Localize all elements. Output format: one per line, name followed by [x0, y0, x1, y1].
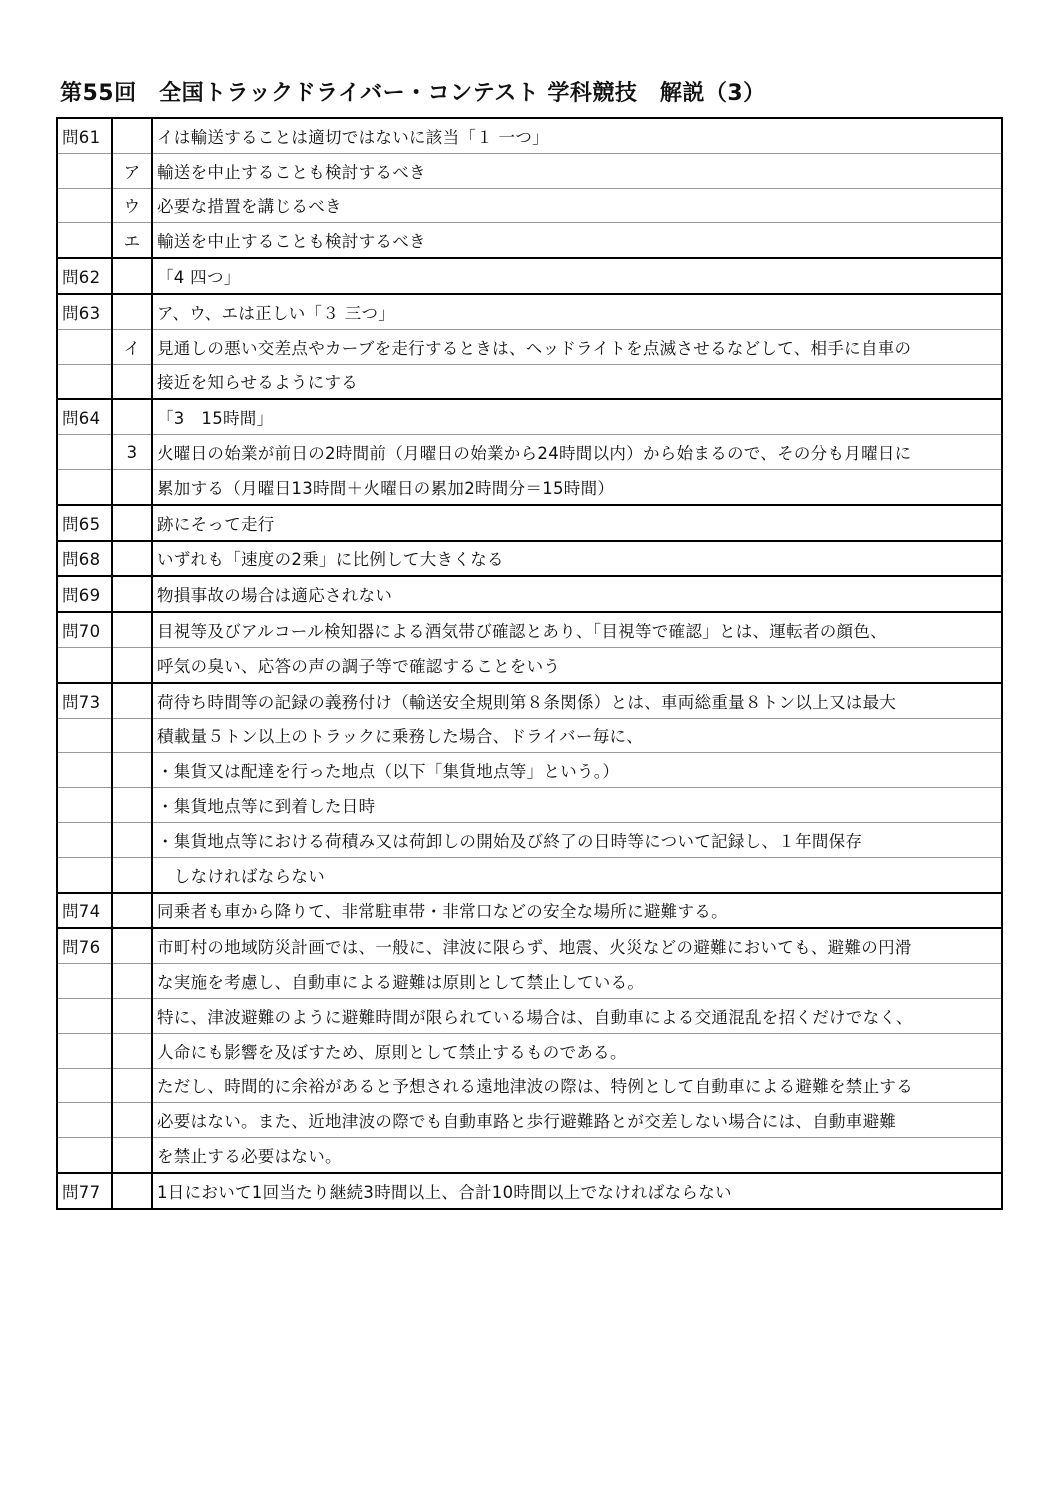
explanation-text-cell: いずれも「速度の2乗」に比例して大きくなる — [152, 541, 1002, 577]
table-row — [57, 435, 1002, 470]
question-number-cell — [57, 788, 112, 823]
explanation-text-cell: ・集貨又は配達を行った地点（以下「集貨地点等」という。） — [152, 753, 1002, 788]
question-number-cell — [57, 1103, 112, 1138]
table-row — [57, 893, 1002, 929]
question-number-cell: 問69 — [57, 576, 112, 612]
table-row — [57, 399, 1002, 434]
table-row — [57, 576, 1002, 612]
explanation-text-cell: 累加する（月曜日13時間＋火曜日の累加2時間分＝15時間） — [152, 469, 1002, 504]
explanation-text-cell: 積載量５トン以上のトラックに乗務した場合、ドライバー毎に、 — [152, 718, 1002, 753]
sub-item-cell — [112, 788, 152, 823]
table-row — [57, 294, 1002, 329]
question-number-cell — [57, 329, 112, 364]
explanation-text-cell: 同乗者も車から降りて、非常駐車帯・非常口などの安全な場所に避難する。 — [152, 893, 1002, 929]
explanation-text-cell: 「3 15時間」 — [152, 399, 1002, 434]
question-number-cell: 問73 — [57, 683, 112, 718]
sub-item-cell: イ — [112, 329, 152, 364]
sub-item-cell: 3 — [112, 435, 152, 470]
explanation-text-cell: 目視等及びアルコール検知器による酒気帯び確認とあり、「目視等で確認」とは、運転者の顔色、 — [152, 612, 1002, 647]
question-number-cell — [57, 153, 112, 188]
sub-item-cell — [112, 683, 152, 718]
table-row — [57, 329, 1002, 364]
explanation-text-cell: ア、ウ、エは正しい「３ 三つ」 — [152, 294, 1002, 329]
explanation-text-cell: ・集貨地点等に到着した日時 — [152, 788, 1002, 823]
question-number-cell — [57, 822, 112, 857]
sub-item-cell: ウ — [112, 188, 152, 223]
table-row — [57, 1103, 1002, 1138]
table-row — [57, 612, 1002, 647]
question-number-cell — [57, 647, 112, 682]
question-number-cell: 問61 — [57, 118, 112, 153]
sub-item-cell — [112, 893, 152, 929]
explanation-text-cell: な実施を考慮し、自動車による避難は原則として禁止している。 — [152, 964, 1002, 999]
question-number-cell: 問77 — [57, 1173, 112, 1209]
table-row — [57, 928, 1002, 963]
table-row — [57, 541, 1002, 577]
sub-item-cell — [112, 1173, 152, 1209]
question-number-cell — [57, 753, 112, 788]
explanation-text-cell: ただし、時間的に余裕があると予想される遠地津波の際は、特例として自動車による避難を禁止する — [152, 1068, 1002, 1103]
question-number-cell: 問76 — [57, 928, 112, 963]
explanation-text-cell: 輸送を中止することも検討するべき — [152, 223, 1002, 258]
explanation-text-cell: 荷待ち時間等の記録の義務付け（輸送安全規則第８条関係）とは、車両総重量８トン以上又は最大 — [152, 683, 1002, 718]
explanation-table-body — [57, 118, 1002, 1209]
sub-item-cell — [112, 964, 152, 999]
explanation-text-cell: を禁止する必要はない。 — [152, 1138, 1002, 1173]
sub-item-cell — [112, 647, 152, 682]
sub-item-cell — [112, 612, 152, 647]
table-row — [57, 822, 1002, 857]
explanation-text-cell: 特に、津波避難のように避難時間が限られている場合は、自動車による交通混乱を招くだけでなく、 — [152, 998, 1002, 1033]
question-number-cell: 問62 — [57, 258, 112, 294]
sub-item-cell — [112, 399, 152, 434]
question-number-cell: 問63 — [57, 294, 112, 329]
explanation-text-cell: 市町村の地域防災計画では、一般に、津波に限らず、地震、火災などの避難においても、避難の円滑 — [152, 928, 1002, 963]
table-row — [57, 857, 1002, 892]
explanation-text-cell: 呼気の臭い、応答の声の調子等で確認することをいう — [152, 647, 1002, 682]
sub-item-cell — [112, 1138, 152, 1173]
table-row — [57, 788, 1002, 823]
explanation-text-cell: 輸送を中止することも検討するべき — [152, 153, 1002, 188]
question-number-cell: 問64 — [57, 399, 112, 434]
sub-item-cell — [112, 541, 152, 577]
sub-item-cell — [112, 857, 152, 892]
question-number-cell — [57, 718, 112, 753]
explanation-text-cell: ・集貨地点等における荷積み又は荷卸しの開始及び終了の日時等について記録し、１年間保存 — [152, 822, 1002, 857]
sub-item-cell — [112, 364, 152, 399]
explanation-text-cell: 必要な措置を講じるべき — [152, 188, 1002, 223]
explanation-text-cell: 物損事故の場合は適応されない — [152, 576, 1002, 612]
question-number-cell — [57, 188, 112, 223]
explanation-text-cell: 見通しの悪い交差点やカーブを走行するときは、ヘッドライトを点滅させるなどして、相手に自車の — [152, 329, 1002, 364]
table-row — [57, 998, 1002, 1033]
table-row — [57, 1173, 1002, 1209]
table-row — [57, 223, 1002, 258]
page-title: 第55回 全国トラックドライバー・コンテスト 学科競技 解説（3） — [60, 81, 766, 106]
question-number-cell — [57, 1138, 112, 1173]
question-number-cell — [57, 1068, 112, 1103]
question-number-cell — [57, 469, 112, 504]
table-row — [57, 505, 1002, 541]
sub-item-cell — [112, 258, 152, 294]
question-number-cell — [57, 857, 112, 892]
explanation-table — [56, 117, 1003, 1210]
table-row — [57, 188, 1002, 223]
explanation-text-cell: 必要はない。また、近地津波の際でも自動車路と歩行避難路とが交差しない場合には、自動車避難 — [152, 1103, 1002, 1138]
explanation-text-cell: しなければならない — [152, 857, 1002, 892]
sub-item-cell — [112, 1068, 152, 1103]
table-row — [57, 964, 1002, 999]
question-number-cell — [57, 964, 112, 999]
explanation-text-cell: 火曜日の始業が前日の2時間前（月曜日の始業から24時間以内）から始まるので、その分も月曜日に — [152, 435, 1002, 470]
sub-item-cell — [112, 1103, 152, 1138]
sub-item-cell — [112, 822, 152, 857]
sub-item-cell — [112, 576, 152, 612]
sub-item-cell: ア — [112, 153, 152, 188]
explanation-text-cell: 人命にも影響を及ぼすため、原則として禁止するものである。 — [152, 1033, 1002, 1068]
question-number-cell: 問74 — [57, 893, 112, 929]
question-number-cell — [57, 435, 112, 470]
explanation-text-cell: イは輸送することは適切ではないに該当「１ 一つ」 — [152, 118, 1002, 153]
table-row — [57, 469, 1002, 504]
table-row — [57, 364, 1002, 399]
explanation-text-cell: 1日において1回当たり継続3時間以上、合計10時間以上でなければならない — [152, 1173, 1002, 1209]
table-row — [57, 647, 1002, 682]
table-row — [57, 153, 1002, 188]
explanation-text-cell: 跡にそって走行 — [152, 505, 1002, 541]
sub-item-cell — [112, 505, 152, 541]
question-number-cell — [57, 1033, 112, 1068]
sub-item-cell — [112, 718, 152, 753]
table-row — [57, 753, 1002, 788]
sub-item-cell — [112, 998, 152, 1033]
table-row — [57, 1068, 1002, 1103]
sub-item-cell — [112, 753, 152, 788]
sub-item-cell — [112, 928, 152, 963]
sub-item-cell — [112, 1033, 152, 1068]
question-number-cell: 問70 — [57, 612, 112, 647]
sub-item-cell — [112, 294, 152, 329]
question-number-cell — [57, 364, 112, 399]
sub-item-cell: エ — [112, 223, 152, 258]
sub-item-cell — [112, 118, 152, 153]
table-row — [57, 718, 1002, 753]
table-row — [57, 258, 1002, 294]
table-row — [57, 118, 1002, 153]
explanation-text-cell: 「4 四つ」 — [152, 258, 1002, 294]
table-row — [57, 1033, 1002, 1068]
question-number-cell: 問68 — [57, 541, 112, 577]
table-row — [57, 683, 1002, 718]
table-row — [57, 1138, 1002, 1173]
sub-item-cell — [112, 469, 152, 504]
explanation-text-cell: 接近を知らせるようにする — [152, 364, 1002, 399]
question-number-cell — [57, 223, 112, 258]
question-number-cell — [57, 998, 112, 1033]
question-number-cell: 問65 — [57, 505, 112, 541]
